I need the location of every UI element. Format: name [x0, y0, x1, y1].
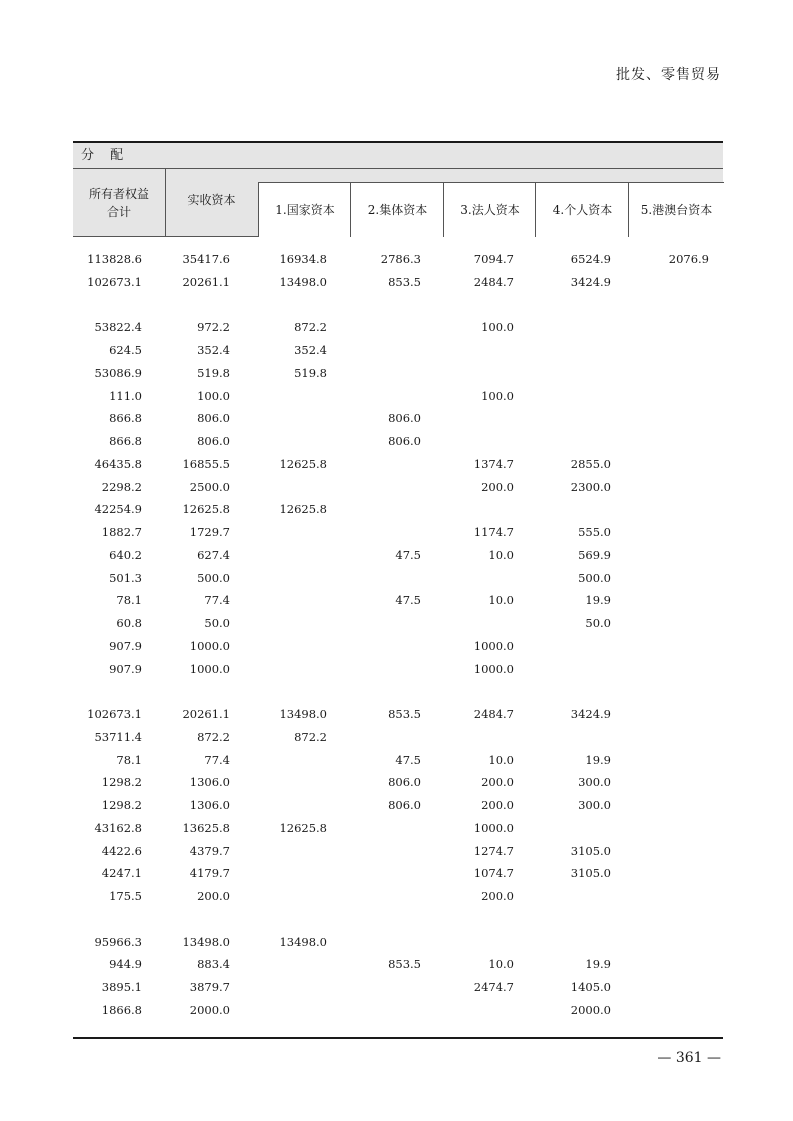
- table-cell: 500.0: [197, 570, 230, 585]
- table-cell: 1000.0: [189, 638, 230, 653]
- table-cell: 111.0: [109, 388, 142, 403]
- header-personal-capital: 4.个人资本: [535, 182, 629, 237]
- table-cell: 1298.2: [101, 775, 142, 790]
- table-row: [73, 999, 723, 1019]
- header-owner-equity-total: 所有者权益合计: [88, 186, 149, 219]
- table-cell: 866.8: [109, 411, 142, 426]
- table-cell: 7094.7: [473, 252, 514, 266]
- table-row: [73, 385, 723, 405]
- table-row: [73, 953, 723, 973]
- table-row: [73, 840, 723, 860]
- table-row: [73, 567, 723, 587]
- table-cell: 200.0: [481, 775, 514, 790]
- table-cell: 102673.1: [87, 707, 142, 721]
- table-cell: 2484.7: [473, 274, 514, 289]
- table-header: [73, 169, 723, 237]
- table-row: [73, 885, 723, 905]
- table-row: [73, 544, 723, 564]
- table-row: [73, 476, 723, 496]
- table-cell: 300.0: [578, 798, 611, 812]
- table-row: [73, 453, 723, 473]
- table-cell: 1000.0: [189, 661, 230, 676]
- table-cell: 2855.0: [570, 456, 611, 471]
- table-cell: 2474.7: [473, 980, 514, 994]
- table-cell: 175.5: [109, 889, 142, 903]
- table-cell: 2000.0: [570, 1002, 611, 1017]
- page-number: — 361 —: [657, 1050, 721, 1066]
- table-cell: 872.2: [294, 729, 327, 744]
- table-cell: 3105.0: [570, 843, 611, 858]
- table-cell: 3105.0: [570, 866, 611, 881]
- table-row: [73, 726, 723, 746]
- table-cell: 2300.0: [570, 479, 611, 494]
- table-cell: 1306.0: [189, 775, 230, 790]
- table-row: [73, 339, 723, 359]
- table-row: [73, 658, 723, 678]
- table-cell: 1298.2: [101, 798, 142, 812]
- table-cell: 1866.8: [101, 1002, 142, 1017]
- table-row: [73, 248, 723, 268]
- table-row: [73, 703, 723, 723]
- table-cell: 42254.9: [94, 502, 142, 517]
- table-cell: 627.4: [197, 547, 230, 562]
- table-cell: 50.0: [204, 616, 230, 630]
- table-cell: 200.0: [197, 889, 230, 903]
- table-row: [73, 635, 723, 655]
- table-row: [73, 521, 723, 541]
- bottom-rule: [73, 1037, 723, 1039]
- table-cell: 1729.7: [189, 525, 230, 539]
- table-cell: 4179.7: [189, 866, 230, 881]
- table-cell: 1000.0: [473, 638, 514, 653]
- table-cell: 2786.3: [380, 252, 421, 266]
- table-cell: 300.0: [578, 775, 611, 790]
- table-cell: 907.9: [109, 638, 142, 653]
- table-cell: 872.2: [197, 729, 230, 744]
- table-cell: 4379.7: [189, 843, 230, 858]
- table-cell: 2298.2: [101, 479, 142, 494]
- table-row: [73, 771, 723, 791]
- table-cell: 519.8: [197, 365, 230, 380]
- table-cell: 77.4: [204, 752, 230, 767]
- table-cell: 2484.7: [473, 707, 514, 721]
- table-cell: 853.5: [388, 274, 421, 289]
- table-cell: 53822.4: [94, 320, 142, 335]
- table-cell: 10.0: [488, 547, 514, 562]
- table-cell: 19.9: [585, 752, 611, 767]
- table-cell: 53711.4: [94, 729, 142, 744]
- table-cell: 10.0: [488, 957, 514, 972]
- table-cell: 77.4: [204, 593, 230, 608]
- header-paid-in-capital: 实收资本: [187, 193, 236, 207]
- table-cell: 555.0: [578, 525, 611, 539]
- table-cell: 2000.0: [189, 1002, 230, 1017]
- header-state-capital: 1.国家资本: [258, 182, 351, 237]
- table-cell: 43162.8: [94, 820, 142, 835]
- table-cell: 883.4: [197, 957, 230, 972]
- table-cell: 46435.8: [94, 456, 142, 471]
- table-cell: 47.5: [395, 752, 421, 767]
- table-row: [73, 316, 723, 336]
- table-cell: 16855.5: [182, 456, 230, 471]
- table-row: [73, 362, 723, 382]
- table-cell: 806.0: [388, 798, 421, 812]
- table-cell: 19.9: [585, 957, 611, 972]
- table-row: [73, 430, 723, 450]
- table-row: [73, 749, 723, 769]
- table-cell: 907.9: [109, 661, 142, 676]
- table-cell: 113828.6: [87, 252, 142, 266]
- table-cell: 853.5: [388, 957, 421, 972]
- table-cell: 944.9: [109, 957, 142, 972]
- table-cell: 95966.3: [94, 934, 142, 949]
- section-band: [73, 143, 723, 169]
- table-cell: 1306.0: [189, 798, 230, 812]
- table-cell: 866.8: [109, 434, 142, 448]
- header-legal-person-capital: 3.法人资本: [443, 182, 536, 237]
- table-cell: 1074.7: [473, 866, 514, 881]
- table-cell: 100.0: [197, 388, 230, 403]
- table-cell: 200.0: [481, 798, 514, 812]
- table-row: [73, 589, 723, 609]
- table-cell: 3424.9: [570, 274, 611, 289]
- table-cell: 853.5: [388, 707, 421, 721]
- table-cell: 78.1: [116, 593, 142, 608]
- table-cell: 500.0: [578, 570, 611, 585]
- table-cell: 352.4: [197, 343, 230, 357]
- table-cell: 3895.1: [101, 980, 142, 994]
- table-cell: 1274.7: [473, 843, 514, 858]
- table-row: [73, 271, 723, 291]
- table-cell: 20261.1: [182, 274, 230, 289]
- table-cell: 1174.7: [473, 525, 514, 539]
- table-cell: 78.1: [116, 752, 142, 767]
- table-cell: 12625.8: [182, 502, 230, 517]
- table-cell: 50.0: [585, 616, 611, 630]
- table-row: [73, 817, 723, 837]
- table-cell: 640.2: [109, 547, 142, 562]
- table-cell: 569.9: [578, 547, 611, 562]
- table-cell: 12625.8: [279, 502, 327, 517]
- table-cell: 102673.1: [87, 274, 142, 289]
- table-row: [73, 931, 723, 951]
- table-cell: 4422.6: [101, 843, 142, 858]
- table-cell: 200.0: [481, 889, 514, 903]
- table-cell: 1000.0: [473, 661, 514, 676]
- table-cell: 47.5: [395, 593, 421, 608]
- table-cell: 1405.0: [570, 980, 611, 994]
- table-cell: 60.8: [116, 616, 142, 630]
- table-cell: 519.8: [294, 365, 327, 380]
- header-collective-capital: 2.集体资本: [350, 182, 444, 237]
- table-cell: 806.0: [197, 411, 230, 426]
- table-cell: 872.2: [294, 320, 327, 335]
- table-cell: 47.5: [395, 547, 421, 562]
- table-row: [73, 498, 723, 518]
- table-cell: 972.2: [197, 320, 230, 335]
- table-row: [73, 976, 723, 996]
- header-hk-macao-taiwan-capital: 5.港澳台资本: [628, 182, 724, 237]
- table-cell: 4247.1: [101, 866, 142, 881]
- table-cell: 6524.9: [570, 252, 611, 266]
- table-cell: 806.0: [197, 434, 230, 448]
- table-cell: 3424.9: [570, 707, 611, 721]
- table-cell: 1000.0: [473, 820, 514, 835]
- table-cell: 12625.8: [279, 456, 327, 471]
- table-cell: 13498.0: [279, 274, 327, 289]
- table-row: [73, 794, 723, 814]
- table-cell: 13498.0: [182, 934, 230, 949]
- table-cell: 100.0: [481, 388, 514, 403]
- table-cell: 13625.8: [182, 820, 230, 835]
- table-cell: 501.3: [109, 570, 142, 585]
- table-cell: 10.0: [488, 593, 514, 608]
- running-head: 批发、零售贸易: [616, 67, 721, 83]
- table-cell: 53086.9: [94, 365, 142, 380]
- table-cell: 35417.6: [182, 252, 230, 266]
- table-cell: 352.4: [294, 343, 327, 357]
- table-cell: 806.0: [388, 434, 421, 448]
- table-cell: 13498.0: [279, 707, 327, 721]
- table-cell: 100.0: [481, 320, 514, 335]
- table-cell: 16934.8: [279, 252, 327, 266]
- table-cell: 12625.8: [279, 820, 327, 835]
- table-cell: 806.0: [388, 411, 421, 426]
- table-cell: 624.5: [109, 343, 142, 357]
- table-cell: 200.0: [481, 479, 514, 494]
- table-cell: 806.0: [388, 775, 421, 790]
- section-label: 分 配: [81, 148, 130, 163]
- table-cell: 3879.7: [189, 980, 230, 994]
- table-cell: 1374.7: [473, 456, 514, 471]
- table-cell: 1882.7: [101, 525, 142, 539]
- table-cell: 10.0: [488, 752, 514, 767]
- table-cell: 13498.0: [279, 934, 327, 949]
- table-row: [73, 407, 723, 427]
- table-cell: 2076.9: [668, 252, 709, 266]
- table-row: [73, 862, 723, 882]
- table-cell: 19.9: [585, 593, 611, 608]
- table-cell: 2500.0: [189, 479, 230, 494]
- table-row: [73, 612, 723, 632]
- table-cell: 20261.1: [182, 707, 230, 721]
